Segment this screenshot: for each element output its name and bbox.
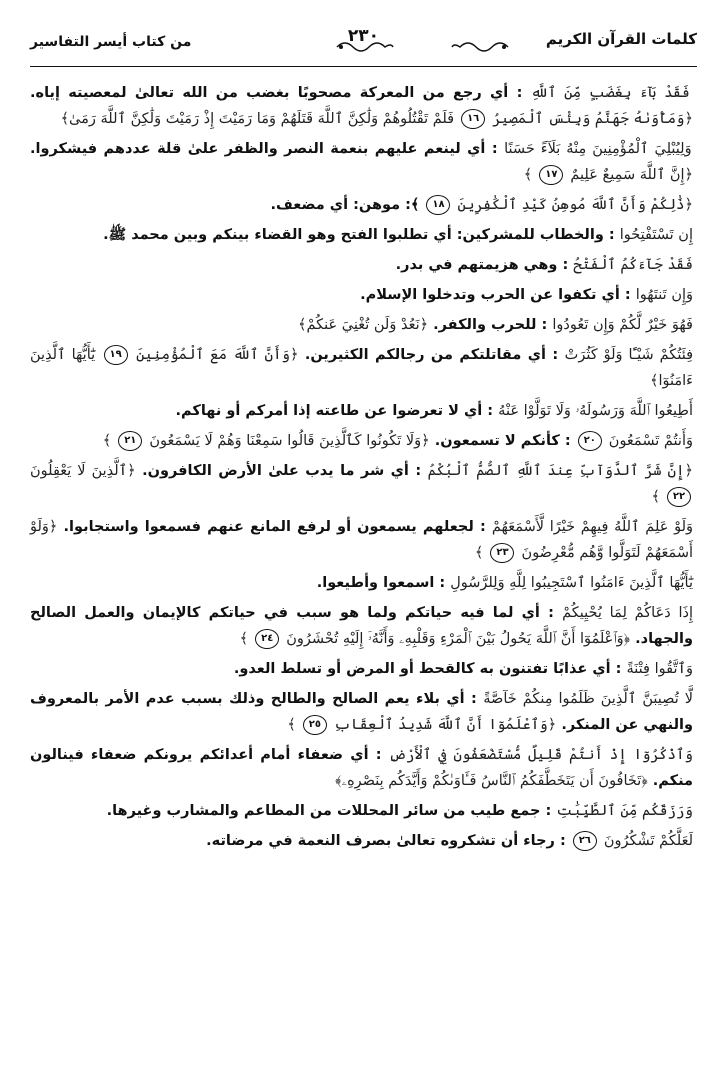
quran-phrase: وَٱتَّقُوا فِتْنَةً [626, 661, 693, 677]
page-number: ٢٣٠ [347, 26, 380, 46]
glossary-entry [30, 742, 693, 794]
quran-verse: ﴿وَمَأْوَىٰهُ جَهَنَّمُ وَبِئْسَ ٱلْمَصِيرُ [492, 111, 693, 127]
glossary-entry [30, 398, 693, 424]
explanation-text: : وهي هزيمتهم في بدر. [395, 257, 569, 273]
explanation-text: : جمع طيب من سائر المحللات من المطاعم والمشارب وغيرها. [106, 803, 552, 819]
header-divider [30, 66, 697, 67]
quran-verse-continued: ﴾ [287, 717, 296, 733]
explanation-text: : أي ضعفاء أمام أعدائكم يرونكم ضعفاء فينالون منكم. [30, 747, 693, 789]
quran-phrase: ﴿إِنَّ شَرَّ ٱلدَّوَآبِّ عِندَ ٱللَّهِ ٱلصُّمُّ ٱلْبُكْمُ [427, 463, 693, 479]
quran-phrase: يَٰٓأَيُّهَا ٱلَّذِينَ ءَامَنُوا ٱسْتَجِيبُوا لِلَّهِ وَلِلرَّسُولِ [450, 575, 693, 591]
ayah-number: ٢٥ [303, 715, 327, 735]
page-header [30, 26, 697, 66]
glossary-entry [30, 828, 693, 854]
quran-verse-continued: ﴾ [651, 489, 660, 505]
ayah-number: ٢٣ [490, 543, 514, 563]
glossary-entry [30, 570, 693, 596]
glossary-entry [30, 80, 693, 132]
quran-verse: ﴿نَعُدْ وَلَن تُغْنِيَ عَنكُمْ﴾ [298, 317, 429, 333]
explanation-text: : كأنكم لا تسمعون. [429, 433, 571, 449]
quran-verse: ﴿وَلَوْ أَسْمَعَهُمْ لَتَوَلَّوا وَّهُم مُّعْرِضُونَ [30, 519, 693, 561]
quran-phrase: وَٱذْكُرُوٓا إِذْ أَنتُمْ قَلِيلٌ مُّسْتَضْعَفُونَ فِي ٱلْأَرْضِ [388, 747, 693, 763]
ayah-number: ٢٢ [667, 487, 691, 507]
ornament-right-icon [450, 38, 510, 56]
explanation-text: : أي بلاء يعم الصالح والطالح وذلك بسبب عدم الأمر بالمعروف والنهي عن المنكر. [30, 691, 693, 733]
glossary-entry [30, 600, 693, 652]
glossary-entry [30, 222, 693, 248]
glossary-entry [30, 312, 693, 338]
quran-verse: ﴿وَأَنَّ ٱللَّهَ مَعَ ٱلْمُؤْمِنِينَ [136, 347, 299, 363]
quran-phrase: وَلَوْ عَلِمَ ٱللَّهُ فِيهِمْ خَيْرًا لَّأَسْمَعَهُمْ [491, 519, 693, 535]
quran-verse: ﴿وَٱعْلَمُوٓا أَنَّ ٱللَّهَ يَحُولُ بَيْنَ ٱلْمَرْءِ وَقَلْبِهِۦ وَأَنَّهُۥٓ إِلَيْهِ تُحْشَرُونَ [286, 631, 631, 647]
explanation-text: : أي لينعم عليهم بنعمة النصر والظفر علىٰ قلة عددهم فيشكروا. [30, 141, 498, 157]
ayah-number: ٢١ [118, 431, 142, 451]
quran-phrase: فَقَدْ جَآءَكُمُ ٱلْفَتْحُ [573, 257, 693, 273]
quran-phrase: وَلِيُبْلِيَ ٱلْمُؤْمِنِينَ مِنْهُ بَلَآءً حَسَنًا [504, 141, 692, 157]
quran-phrase: فَهُوَ خَيْرٌ لَّكُمْ وَإِن تَعُودُوا [552, 317, 693, 333]
quran-phrase: ﴿ذَٰلِكُمْ وَأَنَّ ٱللَّهَ مُوهِنُ كَيْدِ ٱلْكَٰفِرِينَ [457, 197, 693, 213]
ayah-number: ٢٠ [578, 431, 602, 451]
quran-phrase: وَأَنتُمْ تَسْمَعُونَ [608, 433, 693, 449]
explanation-text: : أي عذابًا تفتنون به كالقحط أو المرض أو تسلط العدو. [233, 661, 622, 677]
explanation-text: : للحرب والكفر. [428, 317, 548, 333]
glossary-entry [30, 656, 693, 682]
quran-phrase: أَطِيعُوا ٱللَّهَ وَرَسُولَهُۥ وَلَا تَوَلَّوْا عَنْهُ [498, 403, 693, 419]
source-title: من كتاب أيسر التفاسير [30, 34, 192, 50]
quran-phrase: إِن تَسْتَفْتِحُوا [619, 227, 693, 243]
glossary-entry [30, 136, 693, 188]
explanation-text: : أي لما فيه حياتكم ولما هو سبب في حياتكم كالإيمان والعمل الصالح والجهاد. [30, 605, 693, 647]
quran-verse: ﴿وَلَا تَكُونُوا كَٱلَّذِينَ قَالُوا سَمِعْنَا وَهُمْ لَا يَسْمَعُونَ [149, 433, 430, 449]
explanation-text: : لجعلهم يسمعون أو لرفع المانع عنهم فسمعوا واستجابوا. [57, 519, 486, 535]
quran-verse-continued: يَٰٓأَيُّهَا ٱلَّذِينَ ءَامَنُوٓا﴾ [30, 347, 693, 389]
glossary-entry [30, 514, 693, 566]
explanation-text: : رجاء أن تشكروه تعالىٰ بصرف النعمة في مرضاته. [206, 833, 566, 849]
quran-verse: ﴿إِنَّ ٱللَّهَ سَمِيعٌ عَلِيمٌ [570, 167, 693, 183]
glossary-entry [30, 342, 693, 394]
glossary-entry [30, 798, 693, 824]
ayah-number: ١٧ [539, 165, 563, 185]
explanation-text: : اسمعوا وأطيعوا. [316, 575, 446, 591]
glossary-entry [30, 192, 693, 218]
quran-verse-continued: ﴾ [523, 167, 533, 183]
ayah-number: ١٦ [461, 109, 485, 129]
quran-phrase: إِذَا دَعَاكُمْ لِمَا يُحْيِيكُمْ [562, 605, 693, 621]
quran-verse-continued: ﴾ [239, 631, 249, 647]
explanation-text: : والخطاب للمشركين: أي تطلبوا الفتح وهو القضاء بينكم وبين محمد ﷺ. [103, 227, 615, 243]
ayah-number: ١٩ [104, 345, 128, 365]
explanation-text: : أي مقاتلتكم من رجالكم الكثيرين. [298, 347, 559, 363]
quran-verse: ﴿تَخَافُونَ أَن يَتَخَطَّفَكُمُ ٱلنَّاسُ فَـَٔاوَىٰكُمْ وَأَيَّدَكُم بِنَصْرِهِۦ﴾ [335, 773, 648, 789]
glossary-content [30, 80, 693, 858]
glossary-entry [30, 428, 693, 454]
quran-phrase: لَّا تُصِيبَنَّ ٱلَّذِينَ ظَلَمُوا مِنكُمْ خَآصَّةً [483, 691, 693, 707]
glossary-entry [30, 686, 693, 738]
quran-verse: ﴿ٱلَّذِينَ لَا يَعْقِلُونَ [30, 463, 136, 479]
ayah-number: ٢٦ [573, 831, 597, 851]
book-title: كلمات القرآن الكريم [545, 30, 697, 48]
explanation-text: ﴾: موهن: أي مضعف. [270, 197, 420, 213]
quran-verse-continued: فَلَمْ تَقْتُلُوهُمْ وَلَٰكِنَّ ٱللَّهَ قَتَلَهُمْ وَمَا رَمَيْتَ إِذْ رَمَيْتَ وَلَٰكِنَّ ٱللَّهَ رَمَىٰ﴾ [60, 111, 455, 127]
quran-phrase: لَعَلَّكُمْ تَشْكُرُونَ [603, 833, 693, 849]
quran-phrase: وَإِن تَنتَهُوا [635, 287, 693, 303]
quran-verse: ﴿وَٱعْلَمُوٓا أَنَّ ٱللَّهَ شَدِيدُ ٱلْعِقَابِ [333, 717, 557, 733]
glossary-entry [30, 458, 693, 510]
glossary-entry [30, 252, 693, 278]
explanation-text: : أي لا تعرضوا عن طاعته إذا أمركم أو نهاكم. [175, 403, 494, 419]
quran-verse-continued: ﴾ [102, 433, 112, 449]
explanation-text: : أي رجع من المعركة مصحوبًا بغضب من الله تعالىٰ لمعصيته إياه. [30, 85, 523, 101]
quran-phrase: فِئَتُكُمْ شَيْـًٔا وَلَوْ كَثُرَتْ [564, 347, 693, 363]
quran-phrase: وَرَزَقَكُم مِّنَ ٱلطَّيِّبَٰتِ [556, 803, 693, 819]
quran-phrase: فَقَدْ بَآءَ بِغَضَبٍ مِّنَ ٱللَّهِ [530, 85, 690, 101]
explanation-text: : أي تكفوا عن الحرب وتدخلوا الإسلام. [360, 287, 631, 303]
explanation-text: : أي شر ما يدب علىٰ الأرض الكافرون. [135, 463, 422, 479]
quran-verse-continued: ﴾ [474, 545, 484, 561]
glossary-entry [30, 282, 693, 308]
ayah-number: ٢٤ [255, 629, 279, 649]
ayah-number: ١٨ [426, 195, 450, 215]
